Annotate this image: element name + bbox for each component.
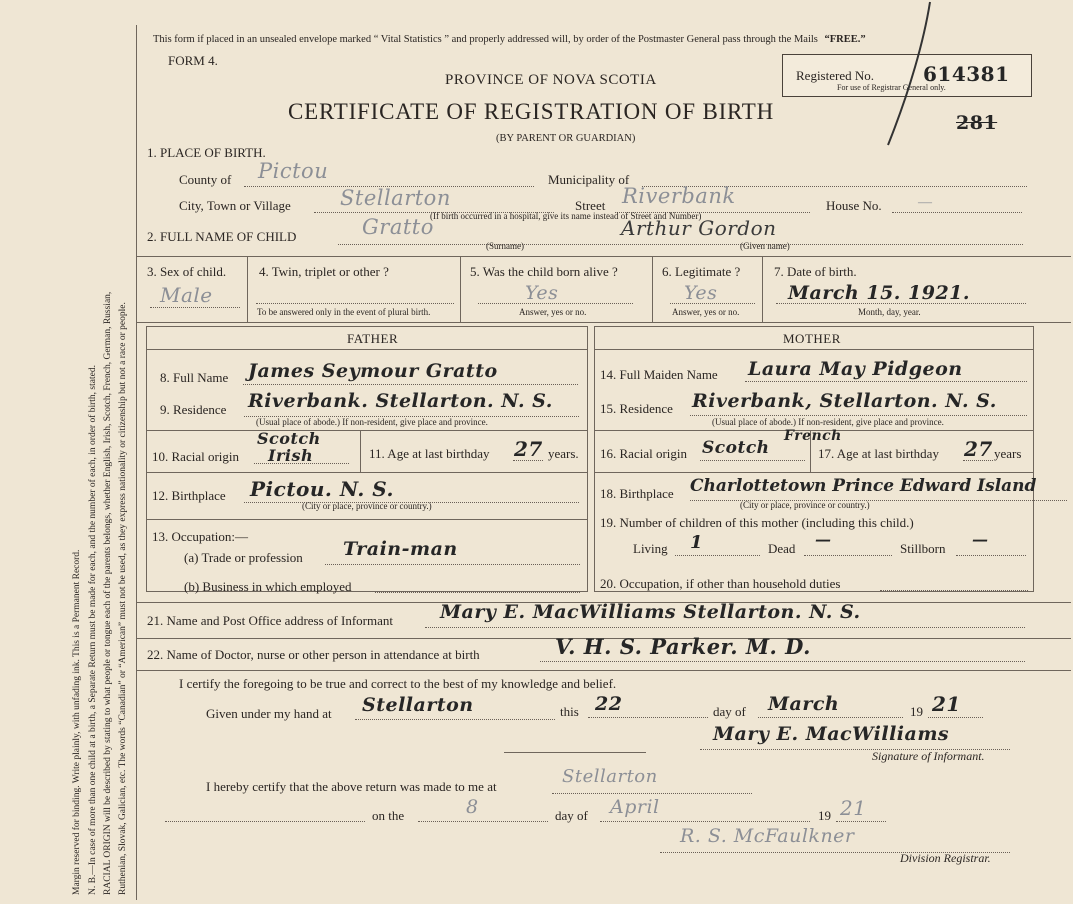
given-year-prefix: 19	[910, 704, 923, 719]
registrar-year-suffix: 21	[840, 796, 867, 820]
municipality-label: Municipality of	[548, 172, 630, 187]
mail-notice	[153, 34, 866, 45]
alive-value: Yes	[525, 282, 559, 304]
given-under-label: Given under my hand at	[206, 706, 332, 721]
father-trade-value: Train-man	[343, 538, 458, 560]
certify-text: I certify the foregoing to be true and correct to the best of my knowledge and belief.	[179, 676, 617, 691]
informant-signature: Mary E. MacWilliams	[713, 723, 950, 745]
registrar-day-value: 8	[466, 796, 479, 818]
sex-value: Male	[160, 283, 213, 307]
sex-label: 3. Sex of child.	[147, 264, 227, 279]
father-business-label: (b) Business in which employed	[184, 579, 352, 594]
registrar-caption: Division Registrar.	[900, 851, 991, 865]
mother-residence-note: (Usual place of abode.) If non-resident, give place and province.	[712, 417, 944, 427]
given-day-value: 22	[595, 693, 623, 715]
registrar-year-prefix: 19	[818, 808, 831, 823]
mother-children-label: 19. Number of children of this mother (including this child.)	[600, 515, 914, 530]
doctor-label: 22. Name of Doctor, nurse or other person in attendance at birth	[147, 647, 480, 662]
living-label: Living	[633, 541, 668, 556]
mother-birthplace-label: 18. Birthplace	[600, 486, 674, 501]
given-year-suffix: 21	[932, 692, 961, 716]
mother-age-value: 27	[964, 437, 993, 461]
this-label: this	[560, 704, 579, 719]
date-note: Month, day, year.	[858, 307, 921, 317]
mother-residence-label: 15. Residence	[600, 401, 673, 416]
doctor-value: V. H. S. Parker. M. D.	[555, 634, 811, 659]
twin-label: 4. Twin, triplet or other ?	[259, 264, 389, 279]
registered-label: Registered No.	[796, 68, 874, 83]
pen-stroke-mark	[880, 0, 940, 150]
child-surname: Gratto	[362, 215, 434, 239]
date-label: 7. Date of birth.	[774, 264, 857, 279]
house-value: —	[918, 195, 932, 210]
stillborn-value: —	[972, 530, 989, 549]
registrar-place-value: Stellarton	[562, 766, 658, 787]
legit-value: Yes	[684, 282, 718, 304]
father-racial-1: Scotch	[257, 429, 321, 448]
date-value: March 15. 1921.	[788, 282, 971, 304]
registrar-month-value: April	[610, 796, 660, 818]
mother-years: years	[994, 446, 1022, 461]
given-day-of-label: day of	[713, 704, 746, 719]
informant-value: Mary E. MacWilliams Stellarton. N. S.	[440, 601, 861, 623]
registrar-on-the-label: on the	[372, 808, 405, 823]
street-label: Street	[575, 198, 606, 213]
mother-name-value: Laura May Pidgeon	[748, 358, 963, 380]
house-label: House No.	[826, 198, 882, 213]
mother-racial-label: 16. Racial origin	[600, 446, 688, 461]
dead-label: Dead	[768, 541, 796, 556]
registrar-day-of-label: day of	[555, 808, 588, 823]
registered-number: 614381	[923, 62, 1010, 86]
alive-label: 5. Was the child born alive ?	[470, 264, 618, 279]
dead-value: —	[815, 530, 832, 549]
father-racial-2: Irish	[268, 446, 314, 465]
legit-note: Answer, yes or no.	[672, 307, 740, 317]
father-age-value: 27	[514, 437, 543, 461]
surname-caption: (Surname)	[486, 241, 524, 251]
stamp-number: 281	[956, 112, 998, 134]
father-name-value: James Seymour Gratto	[248, 360, 498, 382]
father-age-label: 11. Age at last birthday	[369, 446, 490, 461]
mother-birthplace-note: (City or place, province or country.)	[740, 500, 870, 510]
mail-free: “FREE.”	[824, 34, 866, 45]
margin-note-2: N. B.—In case of more than one child at a birth, a Separate Return must be made for each, and the number of each, in order of birth, stated.	[88, 365, 98, 895]
registrar-certify-text: I hereby certify that the above return was made to me at	[206, 779, 497, 794]
street-value: Riverbank	[622, 184, 736, 208]
father-birthplace-label: 12. Birthplace	[152, 488, 226, 503]
child-given-names: Arthur Gordon	[621, 216, 777, 240]
mother-name-label: 14. Full Maiden Name	[600, 367, 718, 382]
county-value: Pictou	[258, 159, 329, 183]
mother-racial-1: Scotch	[702, 438, 770, 458]
mother-racial-2: French	[784, 428, 842, 444]
margin-note-4: Ruthenian, Slovak, Galician, etc. The words “Canadian” or “American” must not be used, as they express nationality or citizenship but not a race or people.	[118, 302, 128, 895]
mother-heading: MOTHER	[783, 331, 841, 346]
hospital-note: (If birth occurred in a hospital, give its name instead of Street and Number)	[430, 211, 702, 221]
informant-signature-caption: Signature of Informant.	[872, 749, 985, 763]
mother-occupation-label: 20. Occupation, if other than household duties	[600, 576, 841, 591]
city-value: Stellarton	[340, 186, 451, 210]
mail-notice-text: This form if placed in an unsealed envelope marked “ Vital Statistics ” and properly addressed will, by order of the Postmaster General pass through the Mails	[153, 34, 818, 45]
mother-birthplace-value: Charlottetown Prince Edward Island	[690, 476, 1037, 496]
informant-label: 21. Name and Post Office address of Informant	[147, 613, 393, 628]
form-number: FORM 4.	[168, 53, 218, 68]
registrar-signature: R. S. McFaulkner	[680, 825, 855, 847]
given-caption: (Given name)	[740, 241, 790, 251]
father-racial-label: 10. Racial origin	[152, 449, 240, 464]
father-heading: FATHER	[347, 331, 399, 346]
father-name-label: 8. Full Name	[160, 370, 229, 385]
father-trade-label: (a) Trade or profession	[184, 550, 303, 565]
city-label: City, Town or Village	[179, 198, 291, 213]
father-years: years.	[548, 446, 579, 461]
father-residence-value: Riverbank. Stellarton. N. S.	[248, 390, 553, 412]
given-month-value: March	[768, 693, 840, 715]
province-title: PROVINCE OF NOVA SCOTIA	[445, 72, 657, 88]
certificate-title: CERTIFICATE OF REGISTRATION OF BIRTH	[288, 99, 775, 124]
father-birthplace-value: Pictou. N. S.	[250, 477, 394, 501]
father-birthplace-note: (City or place, province or country.)	[302, 501, 432, 511]
stillborn-label: Stillborn	[900, 541, 946, 556]
certificate-subtitle: (BY PARENT OR GUARDIAN)	[496, 133, 636, 144]
place-section-label: 1. PLACE OF BIRTH.	[147, 145, 266, 160]
living-value: 1	[690, 532, 704, 553]
father-residence-label: 9. Residence	[160, 402, 227, 417]
county-label: County of	[179, 172, 232, 187]
margin-note-1: Margin reserved for binding. Write plainly, with unfading ink. This is a Permanent Record.	[72, 549, 82, 895]
margin-note-3: RACIAL ORIGIN will be described by stating to what people or tongue each of the parents belongs, whether English, Irish, Scotch, French, German, Russian,	[103, 291, 113, 895]
alive-note: Answer, yes or no.	[519, 307, 587, 317]
father-occupation-label: 13. Occupation:—	[152, 529, 249, 544]
mother-age-label: 17. Age at last birthday	[818, 446, 939, 461]
legit-label: 6. Legitimate ?	[662, 264, 741, 279]
twin-note: To be answered only in the event of plural birth.	[257, 307, 431, 317]
child-name-label: 2. FULL NAME OF CHILD	[147, 229, 297, 244]
registered-note: For use of Registrar General only.	[837, 83, 946, 92]
given-place-value: Stellarton	[362, 694, 474, 716]
father-residence-note: (Usual place of abode.) If non-resident, give place and province.	[256, 417, 488, 427]
mother-residence-value: Riverbank, Stellarton. N. S.	[692, 390, 997, 412]
